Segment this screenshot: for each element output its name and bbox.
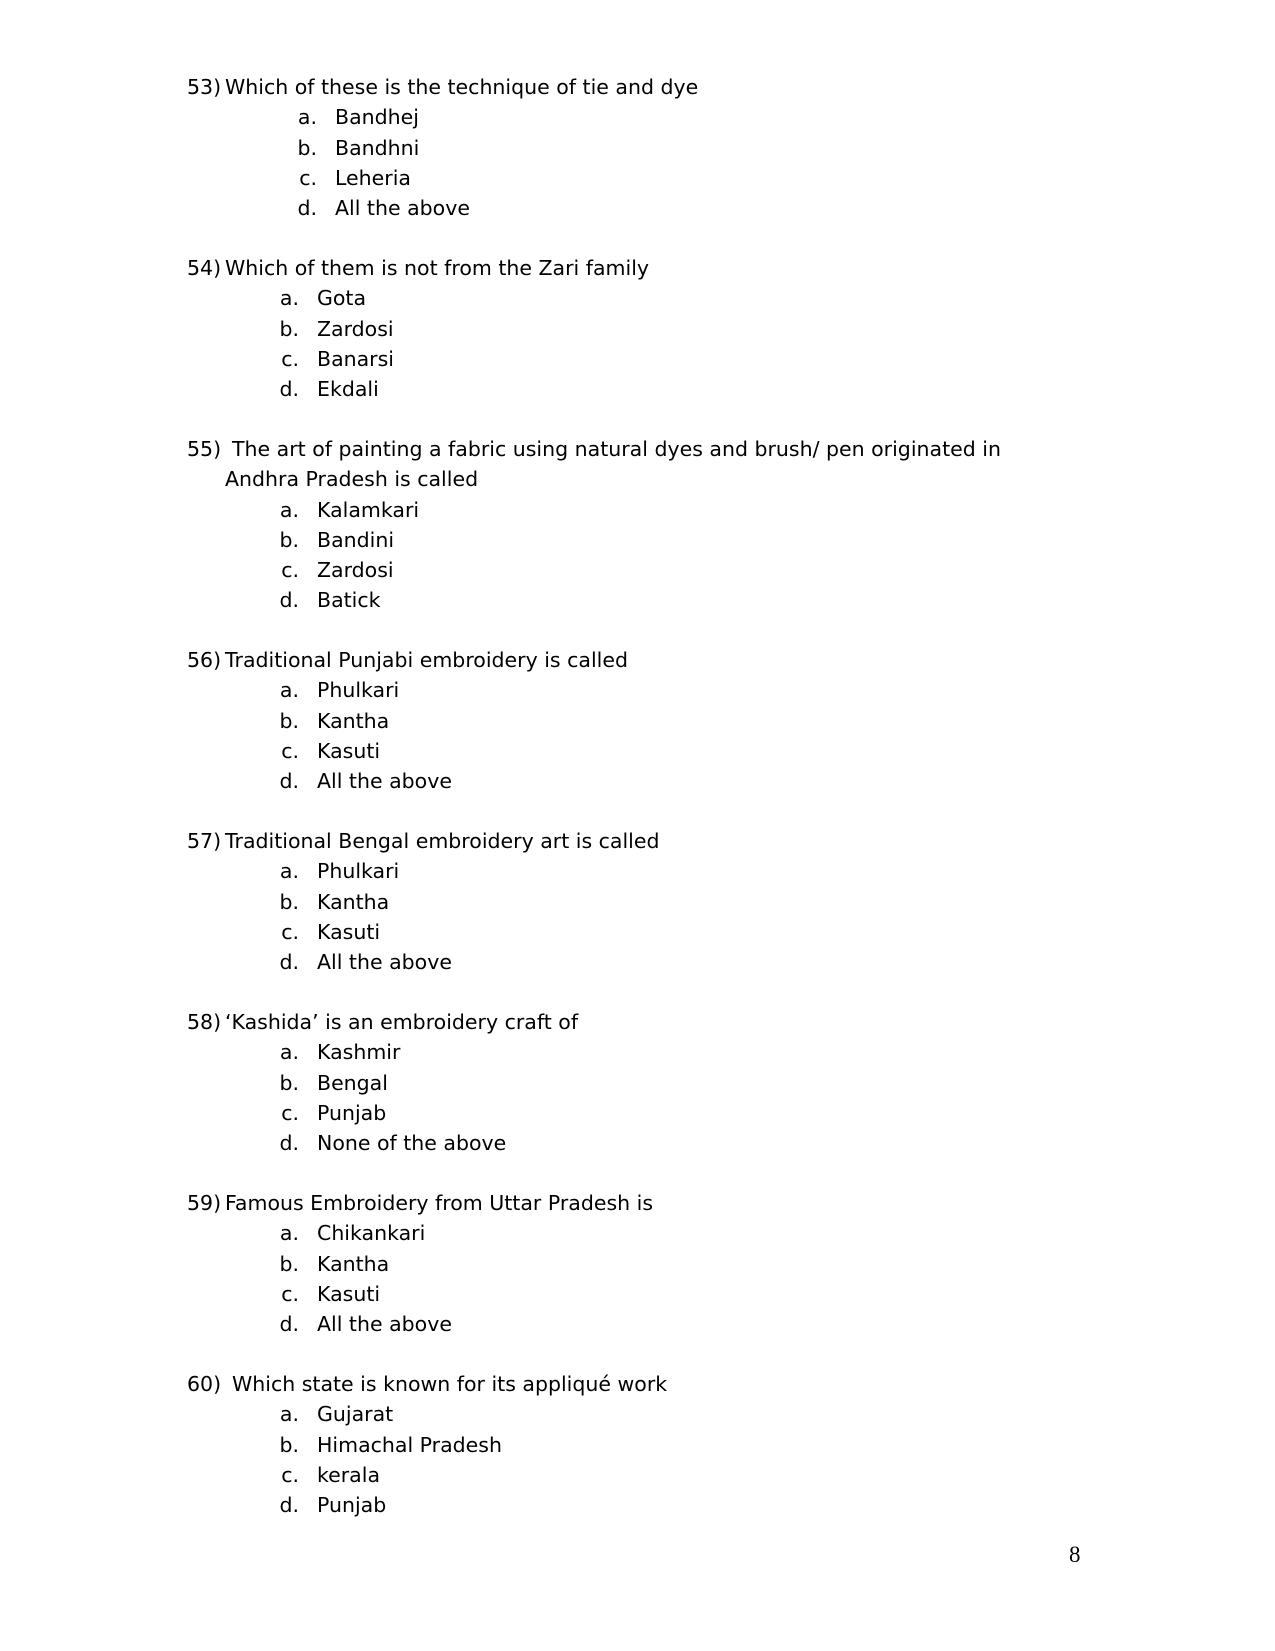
option-b [279, 1068, 1047, 1098]
option-text: Kantha [317, 708, 390, 733]
option-text: Himachal Pradesh [317, 1432, 502, 1457]
option-text: kerala [317, 1462, 381, 1487]
question-text: The art of painting a fabric using natural dyes and brush/ pen originated in [232, 437, 1001, 461]
option-b [279, 887, 1047, 917]
question-number: 56) [187, 648, 222, 672]
question-60 [187, 1369, 1047, 1520]
option-letter: c. [281, 919, 299, 944]
option-letter: a. [279, 1221, 299, 1246]
option-text: Chikankari [317, 1221, 426, 1246]
option-letter: c. [281, 346, 299, 371]
option-letter: d. [279, 1131, 299, 1156]
question-stem [187, 645, 1047, 675]
option-d [279, 1128, 1047, 1158]
option-letter: d. [297, 196, 317, 221]
question-text: Traditional Bengal embroidery art is called [225, 829, 660, 853]
option-b [279, 1430, 1047, 1460]
option-text: Banarsi [317, 346, 394, 371]
option-letter: b. [279, 1432, 299, 1457]
question-53 [187, 72, 1047, 223]
option-letter: a. [279, 1040, 299, 1065]
question-54 [187, 253, 1047, 404]
option-c [279, 917, 1047, 947]
option-text: Kasuti [317, 738, 381, 763]
option-text: Punjab [317, 1100, 387, 1125]
option-letter: a. [279, 1402, 299, 1427]
option-list [187, 283, 1047, 404]
question-55 [187, 434, 1047, 616]
option-c [279, 1279, 1047, 1309]
question-number: 54) [187, 256, 222, 280]
option-list [187, 102, 1047, 223]
option-text: All the above [335, 196, 470, 221]
option-d [279, 766, 1047, 796]
option-c [279, 1098, 1047, 1128]
question-number: 55) [187, 437, 222, 461]
option-text: Kantha [317, 889, 390, 914]
option-text: Punjab [317, 1493, 387, 1518]
option-letter: a. [279, 286, 299, 311]
page-number: 8 [1069, 1542, 1081, 1567]
option-text: Leheria [335, 165, 411, 190]
option-text: Gujarat [317, 1402, 394, 1427]
option-a [279, 283, 1047, 313]
question-stem [187, 826, 1047, 856]
option-letter: a. [279, 497, 299, 522]
option-d [279, 1309, 1047, 1339]
option-letter: b. [279, 1251, 299, 1276]
option-letter: b. [279, 889, 299, 914]
question-58 [187, 1007, 1047, 1158]
option-list [187, 856, 1047, 977]
option-letter: a. [297, 105, 317, 130]
question-text: Which state is known for its appliqué work [232, 1372, 668, 1396]
option-text: Zardosi [317, 316, 394, 341]
option-letter: a. [279, 859, 299, 884]
question-number: 53) [187, 75, 222, 99]
option-b [279, 1249, 1047, 1279]
question-number: 60) [187, 1372, 222, 1396]
option-a [279, 1037, 1047, 1067]
question-text: Which of these is the technique of tie and dye [225, 75, 699, 99]
option-letter: c. [299, 165, 317, 190]
option-letter: a. [279, 678, 299, 703]
option-text: Kashmir [317, 1040, 401, 1065]
question-stem [187, 1007, 1047, 1037]
option-text: Ekdali [317, 377, 379, 402]
option-letter: d. [279, 1493, 299, 1518]
option-d [279, 1490, 1047, 1520]
option-text: Kasuti [317, 1281, 381, 1306]
option-text: Batick [317, 588, 381, 613]
option-text: Kalamkari [317, 497, 420, 522]
option-letter: b. [279, 1070, 299, 1095]
option-a [297, 102, 1047, 132]
option-letter: b. [279, 708, 299, 733]
option-letter: d. [279, 377, 299, 402]
question-56 [187, 645, 1047, 796]
option-letter: d. [279, 1312, 299, 1337]
option-a [279, 1399, 1047, 1429]
option-c [279, 736, 1047, 766]
question-stem [187, 434, 1047, 464]
question-stem [187, 1369, 1047, 1399]
question-text: Famous Embroidery from Uttar Pradesh is [225, 1191, 654, 1215]
option-a [279, 675, 1047, 705]
option-b [279, 706, 1047, 736]
option-list [187, 1399, 1047, 1520]
option-c [279, 344, 1047, 374]
option-text: Bandhni [335, 135, 420, 160]
option-d [297, 193, 1047, 223]
option-letter: d. [279, 950, 299, 975]
option-list [187, 495, 1047, 616]
question-number: 59) [187, 1191, 222, 1215]
option-text: All the above [317, 950, 452, 975]
option-text: Gota [317, 286, 367, 311]
option-c [297, 163, 1047, 193]
option-letter: b. [279, 316, 299, 341]
option-text: Bengal [317, 1070, 388, 1095]
option-text: None of the above [317, 1131, 507, 1156]
option-letter: c. [281, 558, 299, 583]
question-text: Which of them is not from the Zari family [225, 256, 650, 280]
question-57 [187, 826, 1047, 977]
option-text: Kantha [317, 1251, 390, 1276]
question-text-continued: Andhra Pradesh is called [225, 467, 479, 492]
option-c [279, 555, 1047, 585]
option-a [279, 1218, 1047, 1248]
option-a [279, 856, 1047, 886]
question-text: Traditional Punjabi embroidery is called [225, 648, 628, 672]
question-59 [187, 1188, 1047, 1339]
option-text: Bandhej [335, 105, 419, 130]
option-letter: c. [281, 1100, 299, 1125]
option-d [279, 585, 1047, 615]
option-list [187, 1218, 1047, 1339]
option-letter: d. [279, 769, 299, 794]
option-letter: c. [281, 1281, 299, 1306]
option-list [187, 1037, 1047, 1158]
option-letter: b. [297, 135, 317, 160]
option-text: Zardosi [317, 558, 394, 583]
option-text: All the above [317, 769, 452, 794]
option-d [279, 374, 1047, 404]
option-letter: c. [281, 738, 299, 763]
question-text: ‘Kashida’ is an embroidery craft of [225, 1010, 579, 1034]
question-stem [187, 1188, 1047, 1218]
question-stem [187, 72, 1047, 102]
option-text: Phulkari [317, 859, 400, 884]
option-text: All the above [317, 1312, 452, 1337]
question-number: 58) [187, 1010, 222, 1034]
option-letter: c. [281, 1462, 299, 1487]
option-c [279, 1460, 1047, 1490]
question-number: 57) [187, 829, 222, 853]
option-text: Phulkari [317, 678, 400, 703]
question-stem [187, 253, 1047, 283]
option-text: Bandini [317, 527, 395, 552]
option-letter: b. [279, 527, 299, 552]
option-letter: d. [279, 588, 299, 613]
option-a [279, 495, 1047, 525]
option-b [297, 133, 1047, 163]
option-list [187, 675, 1047, 796]
option-text: Kasuti [317, 919, 381, 944]
option-d [279, 947, 1047, 977]
option-b [279, 525, 1047, 555]
option-b [279, 314, 1047, 344]
